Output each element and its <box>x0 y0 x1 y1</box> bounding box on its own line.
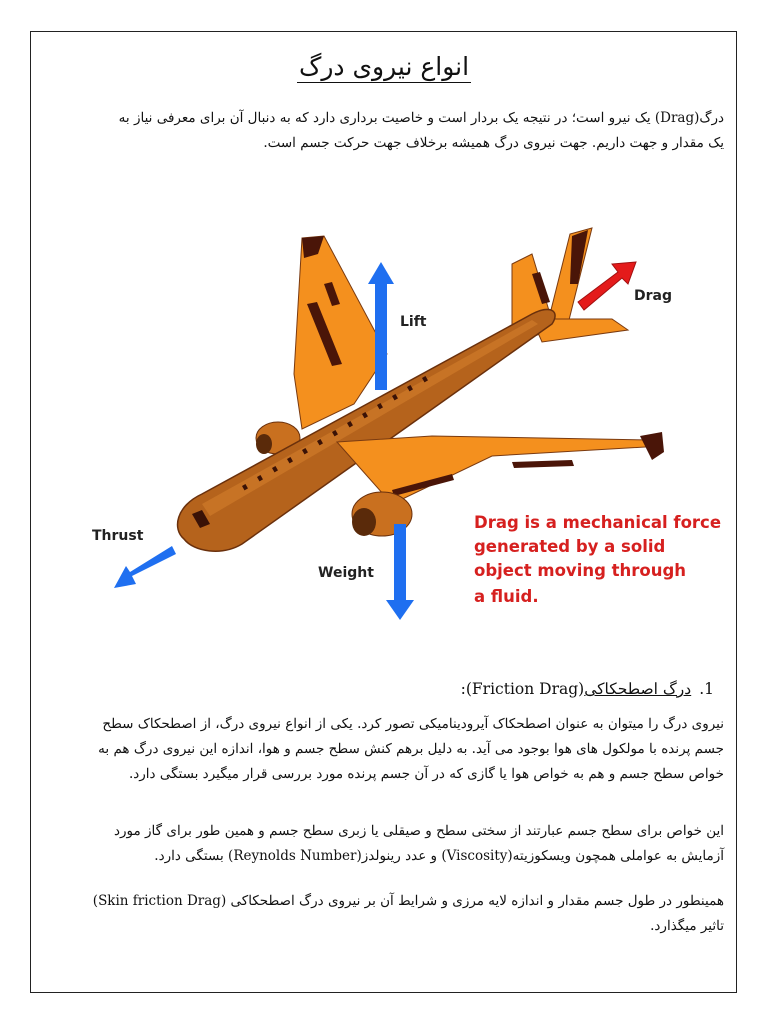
friction-paragraph-2 <box>44 819 724 869</box>
drag-caption-line: Drag is a mechanical force <box>474 513 722 532</box>
paragraph-line: تاثیر میگذارد. <box>650 918 724 934</box>
thrust-label: Thrust <box>92 528 144 544</box>
paragraph-line: آزمایش به عواملی همچون ویسکوزیته(Viscosity) و عدد رینولدز(Reynolds Number) بستگی دارد. <box>154 848 724 864</box>
airplane-forces-diagram <box>92 224 728 644</box>
intro-paragraph <box>44 106 724 156</box>
section-heading-friction-drag <box>461 680 714 698</box>
friction-paragraph-3 <box>44 889 724 939</box>
page-title: انواع نیروی درگ <box>298 52 470 81</box>
drag-arrow <box>578 262 636 310</box>
weight-arrow <box>386 524 414 620</box>
near-wing-flap <box>512 460 574 468</box>
paragraph-line: این خواص برای سطح جسم عبارتند از سختی سطح و صیقلی یا زبری سطح جسم و همین طور برای گاز مورد <box>114 823 724 839</box>
paragraph-line: جسم پرنده با مولکول های هوا بوجود می آید. به دلیل برهم کنش سطح جسم و هوا، اندازه این نیروی درگ هم به <box>98 741 724 757</box>
intro-line: درگ(Drag) یک نیرو است؛ در نتیجه یک بردار است و خاصیت برداری دارد که به دنبال آن برای معرفی نیاز به <box>118 110 724 126</box>
thrust-arrow <box>114 546 176 588</box>
drag-caption-line: a fluid. <box>474 587 539 606</box>
tail-fin-detail <box>570 230 588 284</box>
section-heading-en: (Friction Drag): <box>460 680 585 698</box>
weight-label: Weight <box>318 565 374 581</box>
paragraph-line: نیروی درگ را میتوان به عنوان اصطحکاک آیرودینامیکی تصور کرد. یکی از انواع نیروی درگ، از اصطحکاک سطح <box>102 716 724 732</box>
intro-line: یک مقدار و جهت داریم. جهت نیروی درگ همیشه برخلاف جهت حرکت جسم است. <box>263 135 724 151</box>
airplane-forces-figure <box>92 224 728 644</box>
section-number: 1. <box>699 680 714 698</box>
paragraph-line: همینطور در طول جسم مقدار و اندازه لایه مرزی و شرایط آن بر نیروی درگ اصطحکاکی (Skin friction Drag) <box>92 893 724 909</box>
friction-paragraph-1 <box>44 712 724 787</box>
drag-caption-line: generated by a solid <box>474 537 666 556</box>
drag-label: Drag <box>634 288 672 304</box>
drag-caption-line: object moving through <box>474 561 687 580</box>
section-heading-fa: درگ اصطحکاکی <box>584 680 692 698</box>
paragraph-line: خواص سطح جسم و هم به خواص هوا یا گازی که در آن جسم پرنده مورد بررسی قرار میگیرد بستگی دارد. <box>128 766 724 782</box>
lift-label: Lift <box>400 314 427 330</box>
